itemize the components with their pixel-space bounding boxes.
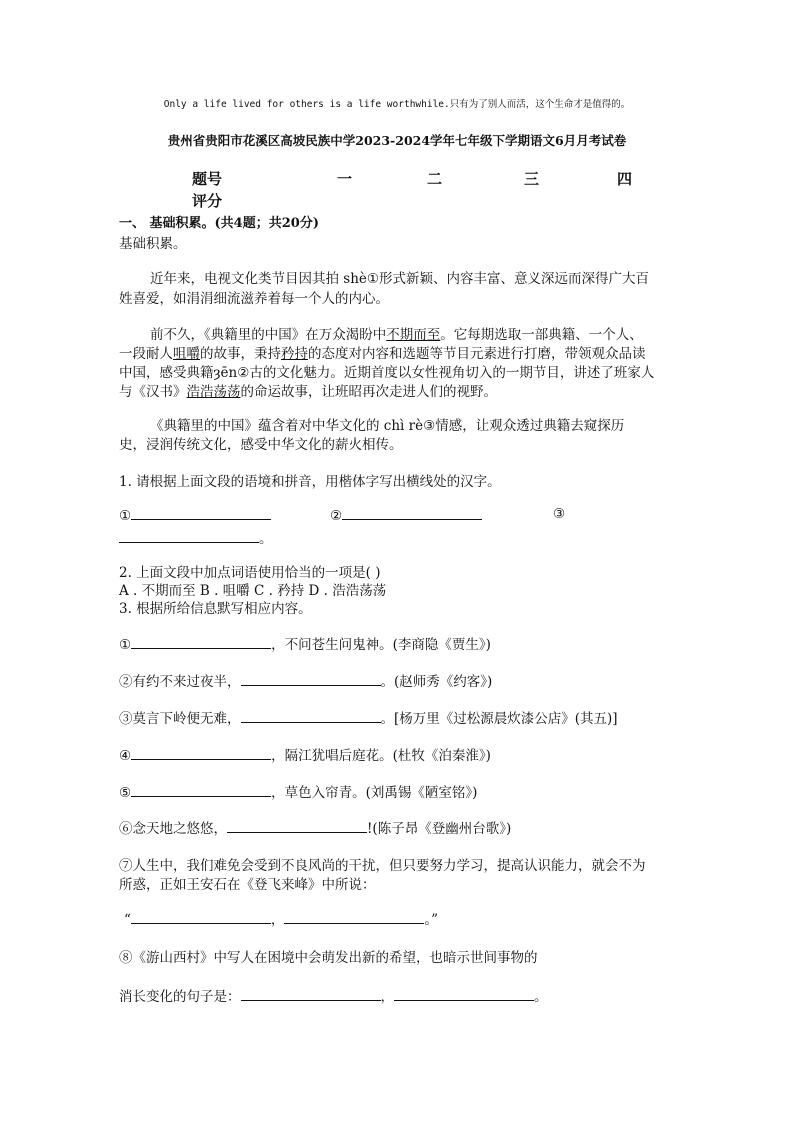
q3-item-3-pre: ③莫言下岭便无难， (119, 711, 241, 727)
q3-item-3-post: 。[杨万里《过松源晨炊漆公店》(其五)] (380, 711, 618, 727)
q3-item-2-post: 。(赵师秀《约客》) (380, 674, 493, 690)
p2-text: 一段耐人 (119, 346, 173, 362)
q3-blank-7b[interactable] (284, 910, 424, 924)
q3-blank-4[interactable] (131, 746, 271, 760)
dotted-word-3: 矜持 (281, 346, 308, 362)
passage-p2-line2 (119, 342, 646, 362)
q3-item-2-pre: ②有约不来过夜半， (119, 674, 241, 690)
q2-options: A . 不期而至 B . 咀嚼 C . 矜持 D . 浩浩荡荡 (119, 583, 387, 599)
p2-text: 。它每期选取一部典籍、一个人、 (440, 327, 643, 343)
passage-p3-line1: 《典籍里的中国》蕴含着对中华文化的 chì rè③情感，让观众透过典籍去窥探历 (150, 418, 625, 434)
q3-blank-3[interactable] (241, 709, 381, 723)
passage-p3-line2: 史，浸润传统文化，感受中华文化的薪火相传。 (119, 437, 403, 453)
q3-item-7-comma: ， (270, 912, 285, 928)
section-heading: 一、 基础积累。(共4题；共20分) (119, 216, 319, 231)
q1-answer-row-2 (330, 506, 482, 524)
q3-item-4-pre: ④ (119, 748, 132, 764)
q3-blank-1[interactable] (131, 635, 271, 649)
q3-item-4-post: ，隔江犹唱后庭花。(杜牧《泊秦淮》) (271, 748, 491, 764)
q3-item-6-pre: ⑥念天地之悠悠， (119, 821, 227, 837)
q3-item-6-post: !(陈子昂《登幽州台歌》) (367, 821, 512, 837)
q1-blank-1[interactable] (131, 506, 271, 520)
exam-title: 贵州省贵阳市花溪区高坡民族中学2023-2024学年七年级下学期语文6月月考试卷 (167, 133, 627, 148)
score-col-3: 三 (524, 170, 540, 188)
question-3: 3. 根据所给信息默写相应内容。 (119, 601, 312, 617)
q1-blank-3[interactable] (119, 529, 259, 543)
q1-answer-row (119, 506, 271, 524)
q1-marker-1: ① (119, 508, 132, 524)
q1-end-mark: 。 (259, 531, 273, 547)
q3-item-5-post: ，草色入帘青。(刘禹锡《陋室铭》) (271, 785, 478, 801)
q3-item-8-pre: 消长变化的句子是： (119, 989, 241, 1005)
q1-blank-2[interactable] (342, 506, 482, 520)
q3-item-1-post: ，不问苍生问鬼神。(李商隐《贾生》) (271, 637, 491, 653)
question-1: 1. 请根据上面文段的语境和拼音，用楷体字写出横线处的汉字。 (119, 474, 501, 490)
passage-p1-line1: 近年来，电视文化类节目因其拍 shè①形式新颖、内容丰富、意义深远而深得广大百 (150, 271, 650, 287)
q3-item-3 (119, 707, 618, 727)
q3-blank-8b[interactable] (394, 987, 534, 1001)
q3-blank-8a[interactable] (241, 987, 381, 1001)
score-label-question-no: 题号 (192, 170, 223, 188)
score-col-4: 四 (617, 170, 633, 188)
p2-text: 与《汉书》 (119, 384, 187, 400)
q3-item-7-line1: ⑦人生中，我们难免会受到不良风尚的干扰，但只要努力学习，提高认识能力，就会不为 (119, 858, 646, 874)
page-motto: Only a life lived for others is a life worthwhile.只有为了别人而活，这个生命才是值得的。 (163, 99, 631, 110)
dotted-word-4: 浩浩荡荡 (186, 384, 241, 400)
q3-blank-7a[interactable] (131, 910, 271, 924)
passage-p2-line1 (150, 323, 643, 343)
q3-item-7-open-quote: “ (124, 912, 131, 928)
q3-blank-6[interactable] (227, 819, 367, 833)
score-col-2: 二 (427, 170, 443, 188)
q3-item-7-close-quote: 。” (424, 912, 439, 928)
q3-blank-5[interactable] (131, 783, 271, 797)
q3-item-8-line1: ⑧《游山西村》中写人在困境中会萌发出新的希望，也暗示世间事物的 (119, 950, 538, 966)
question-2: 2. 上面文段中加点词语使用恰当的一项是( ) (119, 565, 381, 581)
dotted-word-1: 不期而至 (386, 327, 441, 343)
score-col-1: 一 (337, 170, 353, 188)
q1-marker-3: ③ (553, 506, 566, 522)
q3-item-5 (119, 781, 477, 801)
q3-item-7-answer (124, 908, 438, 928)
passage-p2-line4 (119, 380, 497, 400)
passage-p2-line3: 中国，感受典籍ȝēn②古的文化魅力。近期首度以女性视角切入的一期节目，讲述了班家人 (119, 365, 655, 381)
q3-item-2 (119, 670, 492, 690)
passage-p1-line2: 姓喜爱，如涓涓细流滋养着每一个人的内心。 (119, 291, 389, 307)
q3-item-8-end: 。 (534, 989, 548, 1005)
q3-item-1-pre: ① (119, 637, 132, 653)
p2-text: 前不久，《典籍里的中国》在万众渴盼中 (150, 327, 387, 343)
q1-answer-row-3 (119, 527, 273, 547)
score-label-score: 评分 (192, 192, 223, 210)
section-intro: 基础积累。 (119, 236, 187, 252)
q1-marker-2: ② (330, 508, 343, 524)
q3-item-5-pre: ⑤ (119, 785, 132, 801)
q3-item-7-line2: 所惑，正如王安石在《登飞来峰》中所说： (119, 877, 376, 893)
q3-item-1 (119, 633, 491, 653)
p2-text: 的命运故事，让班昭再次走进人们的视野。 (240, 384, 497, 400)
q3-blank-2[interactable] (241, 672, 381, 686)
q3-item-8-comma: ， (380, 989, 394, 1005)
q3-item-4 (119, 744, 491, 764)
q3-item-8-answer (119, 985, 548, 1005)
p2-text: 的故事，秉持 (200, 346, 281, 362)
p2-text: 的态度对内容和选题等节目元素进行打磨，带领观众品读 (308, 346, 646, 362)
q3-item-6 (119, 817, 511, 837)
dotted-word-2: 咀嚼 (173, 346, 200, 362)
